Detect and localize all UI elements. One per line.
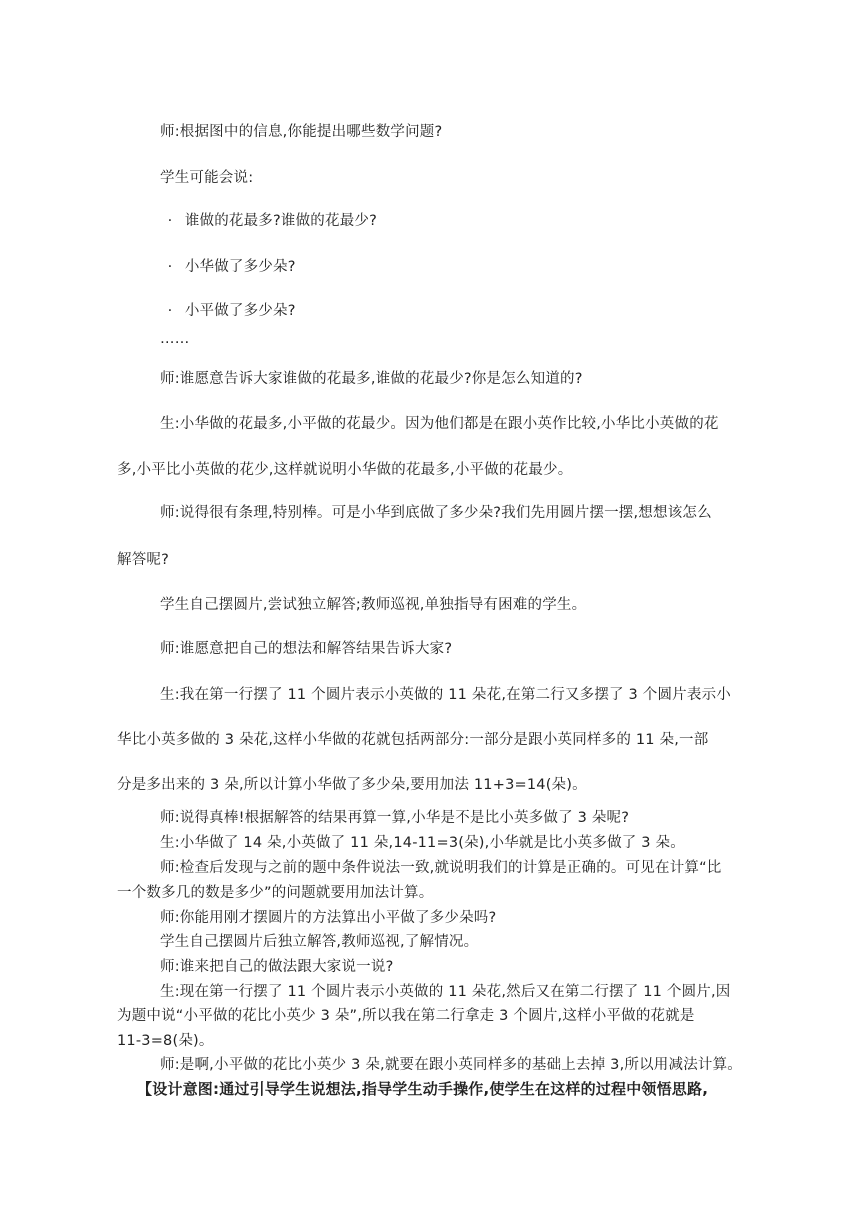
text-line: 师:谁愿意把自己的想法和解答结果告诉大家? [160, 641, 453, 657]
bullet-item [160, 299, 296, 320]
bullet-icon: · [167, 303, 173, 319]
text-line: 师:你能用刚才摆圆片的方法算出小平做了多少朵吗? [160, 910, 497, 926]
bullet-item-text: 小平做了多少朵? [184, 303, 296, 319]
bullet-item-text: 小华做了多少朵? [184, 259, 296, 275]
text-line: 师:谁愿意告诉大家谁做的花最多,谁做的花最少?你是怎么知道的? [160, 371, 583, 387]
text-line: 师:是啊,小平做的花比小英少 3 朵,就要在跟小英同样多的基础上去掉 3,所以用减法计算。 [160, 1057, 742, 1073]
teacher-question-line: 师:根据图中的信息,你能提出哪些数学问题? [160, 124, 443, 140]
bullet-item [160, 209, 377, 230]
text-line: 解答呢? [117, 552, 169, 568]
text-line: 分是多出来的 3 朵,所以计算小华做了多少朵,要用加法 11+3=14(朵)。 [117, 777, 587, 793]
students-may-say-line: 学生可能会说: [160, 170, 254, 186]
text-line: 生:我在第一行摆了 11 个圆片表示小英做的 11 朵花,在第二行又多摆了 3 个圆片表示小 [160, 687, 731, 703]
text-line: 为题中说“小平做的花比小英少 3 朵”,所以我在第二行拿走 3 个圆片,这样小平做的花就是 [117, 1008, 695, 1024]
ellipsis-line: …… [160, 331, 190, 347]
text-line: 生:现在第一行摆了 11 个圆片表示小英做的 11 朵花,然后又在第二行摆了 11 个圆片,因 [160, 984, 731, 1000]
text-line: 师:说得真棒!根据解答的结果再算一算,小华是不是比小英多做了 3 朵呢? [160, 810, 630, 826]
bullet-item-text: 谁做的花最多?谁做的花最少? [184, 213, 378, 229]
text-line: 学生自己摆圆片,尝试独立解答;教师巡视,单独指导有困难的学生。 [160, 597, 587, 613]
bullet-item [160, 255, 296, 276]
text-line: 生:小华做的花最多,小平做的花最少。因为他们都是在跟小英作比较,小华比小英做的花 [160, 416, 719, 432]
text-line: 师:说得很有条理,特别棒。可是小华到底做了多少朵?我们先用圆片摆一摆,想想该怎么 [160, 505, 712, 521]
text-line: 师:谁来把自己的做法跟大家说一说? [160, 959, 394, 975]
text-line: 一个数多几的数是多少”的问题就要用加法计算。 [117, 885, 434, 901]
bullet-icon: · [167, 259, 173, 275]
text-line: 学生自己摆圆片后独立解答,教师巡视,了解情况。 [160, 934, 479, 950]
text-line: 多,小平比小英做的花少,这样就说明小华做的花最多,小平做的花最少。 [117, 462, 573, 478]
text-line: 华比小英多做的 3 朵花,这样小华做的花就包括两部分:一部分是跟小英同样多的 11 朵,一部 [117, 732, 709, 748]
text-line: 生:小华做了 14 朵,小英做了 11 朵,14-11=3(朵),小华就是比小英多做了 3 朵。 [160, 835, 685, 851]
design-intent-line: 【设计意图:通过引导学生说想法,指导学生动手操作,使学生在这样的过程中领悟思路, [137, 1080, 709, 1098]
text-line: 11-3=8(朵)。 [117, 1033, 214, 1049]
bullet-icon: · [167, 213, 173, 229]
text-line: 师:检查后发现与之前的题中条件说法一致,就说明我们的计算是正确的。可见在计算“比 [160, 860, 722, 876]
